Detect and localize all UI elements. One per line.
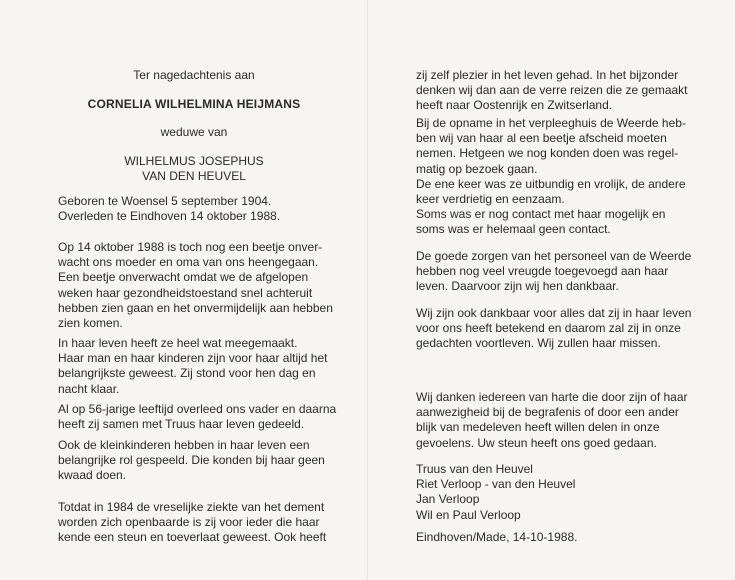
text-line: wacht ons moeder en oma van ons heengegaan. xyxy=(58,255,319,270)
signature-name: Wil en Paul Verloop xyxy=(416,507,521,522)
text-line: gevoelens. Uw steun heeft ons goed gedaan. xyxy=(416,435,657,450)
text-line: weken haar gezondheidstoestand snel achteruit xyxy=(58,285,313,300)
text-line: nacht klaar. xyxy=(58,381,120,396)
text-line: Totdat in 1984 de vreselijke ziekte van het dement xyxy=(58,500,325,514)
text-line: aanwezigheid bij de begrafenis of door een ander xyxy=(416,405,679,420)
text-line: Soms was er nog contact met haar mogelijk en xyxy=(416,207,666,222)
left-paragraph-5 xyxy=(58,500,330,546)
text-line: heeft naar Oostenrijk en Zwitserland. xyxy=(416,98,613,113)
left-paragraph-1 xyxy=(58,240,333,331)
signature-name: Truus van den Heuvel xyxy=(416,462,533,476)
birth-line: Geboren te Woensel 5 september 1904. xyxy=(58,194,272,208)
death-line: Overleden te Eindhoven 14 oktober 1988. xyxy=(58,209,281,223)
deceased-name: CORNELIA WILHELMINA HEIJMANS xyxy=(87,97,301,111)
text-line: zij zelf plezier in het leven gehad. In het bijzonder xyxy=(416,68,679,82)
husband-name-line1: WILHELMUS JOSEPHUS xyxy=(124,154,264,168)
right-paragraph-5 xyxy=(416,390,688,451)
text-line: De ene keer was ze uitbundig en vrolijk, de andere xyxy=(416,176,686,191)
text-line: kwaad doen. xyxy=(58,468,127,483)
text-line: Wij zijn ook dankbaar voor alles dat zij in haar leven xyxy=(416,306,692,320)
right-paragraph-2 xyxy=(416,116,688,238)
text-line: Bij de opname in het verpleeghuis de Weerde heb- xyxy=(416,116,686,130)
text-line: belangrijkste geweest. Zij stond voor hen dag en xyxy=(58,366,316,381)
text-line: hebben nog veel vreugde toegevoegd aan haar xyxy=(416,264,669,279)
left-paragraph-4 xyxy=(58,438,330,484)
signature-name: Jan Verloop xyxy=(416,492,480,507)
text-line: Haar man en haar kinderen zijn voor haar altijd het xyxy=(58,351,328,366)
text-line: soms was er helemaal geen contact. xyxy=(416,222,611,237)
card-fold xyxy=(367,0,368,580)
place-date: Eindhoven/Made, 14-10-1988. xyxy=(416,530,578,544)
text-line: Op 14 oktober 1988 is toch nog een beetje onver- xyxy=(58,240,323,254)
text-line: zien komen. xyxy=(58,316,123,331)
husband-name-line2: VAN DEN HEUVEL xyxy=(142,169,246,183)
right-paragraph-3 xyxy=(416,249,692,295)
text-line: De goede zorgen van het personeel van de Weerde xyxy=(416,249,692,263)
text-line: hebben zien gaan en het onvermijdelijk aan hebben xyxy=(58,300,333,315)
text-line: voor ons heeft betekend en daarom zal zij in onze xyxy=(416,321,681,336)
right-paragraph-4 xyxy=(416,306,692,352)
intro-text: Ter nagedachtenis aan xyxy=(133,68,255,82)
text-line: nemen. Hetgeen we nog konden doen was regel- xyxy=(416,146,679,161)
text-line: worden zich openbaarde is zij voor ieder die haar xyxy=(58,515,320,530)
text-line: blijk van medeleven heeft willen delen in onze xyxy=(416,420,660,435)
signatures xyxy=(416,462,688,523)
text-line: Ook de kleinkinderen hebben in haar leven een xyxy=(58,438,310,452)
text-line: Een beetje onverwacht omdat we de afgelopen xyxy=(58,270,309,285)
text-line: matig op bezoek gaan. xyxy=(416,161,538,176)
text-line: kende een steun en toeverlaat geweest. Ook heeft xyxy=(58,530,327,545)
text-line: In haar leven heeft ze heel wat meegemaakt. xyxy=(58,336,298,350)
text-line: belangrijke rol gespeeld. Die konden bij haar geen xyxy=(58,453,325,468)
right-paragraph-1 xyxy=(416,68,688,114)
text-line: leven. Daarvoor zijn wij hen dankbaar. xyxy=(416,279,619,294)
text-line: Wij danken iedereen van harte die door zijn of haar xyxy=(416,390,688,404)
text-line: Al op 56-jarige leeftijd overleed ons vader en daarna xyxy=(58,402,337,416)
text-line: denken wij dan aan de verre reizen die ze gemaakt xyxy=(416,83,688,98)
text-line: gedachten voortleven. Wij zullen haar missen. xyxy=(416,336,661,351)
text-line: heeft zij samen met Truus haar leven gedeeld. xyxy=(58,417,305,432)
text-line: keer verdrietig en eenzaam. xyxy=(416,192,565,207)
left-paragraph-2 xyxy=(58,336,330,397)
text-line: ben wij van haar al een beetje afscheid moeten xyxy=(416,131,667,146)
signature-name: Riet Verloop - van den Heuvel xyxy=(416,477,576,492)
widow-of-text: weduwe van xyxy=(160,125,228,139)
left-paragraph-3 xyxy=(58,402,337,432)
